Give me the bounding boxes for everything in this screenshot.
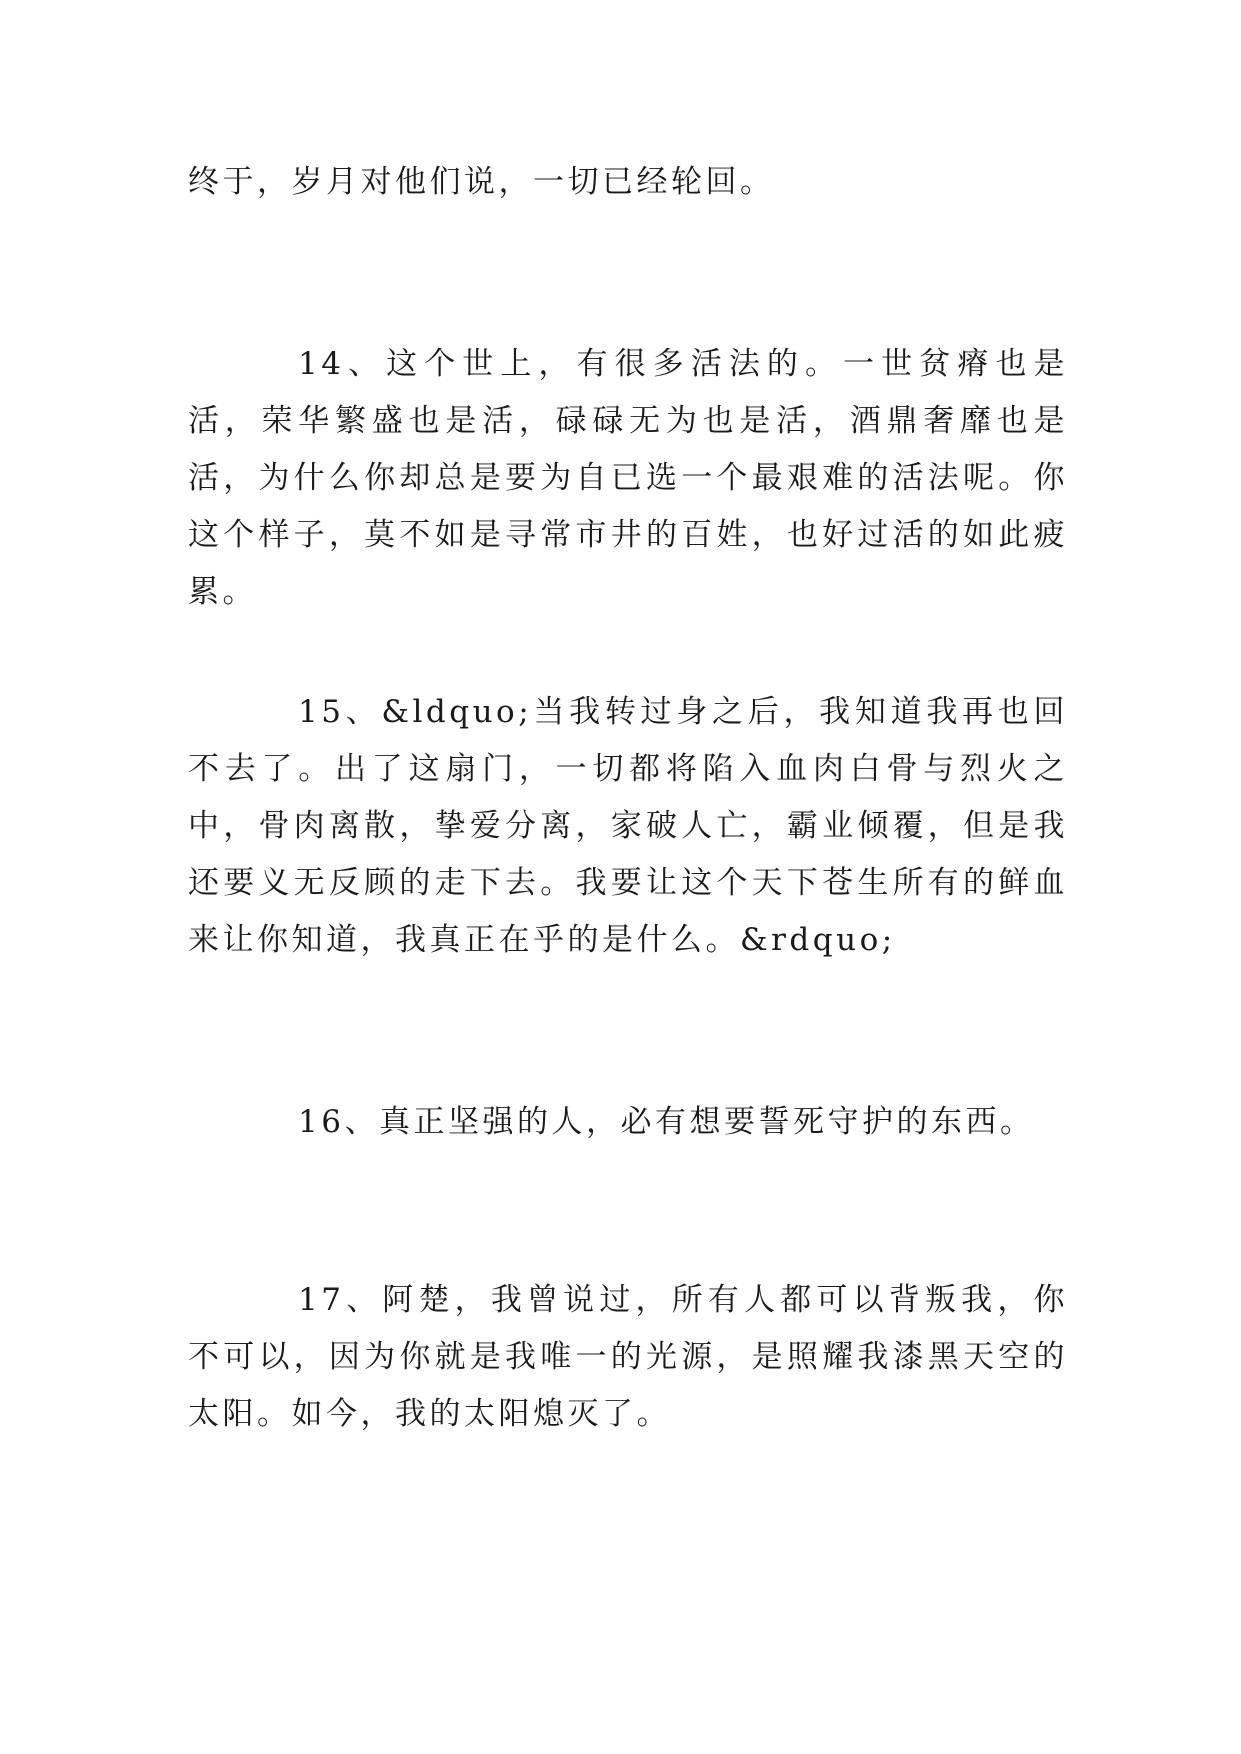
paragraph-13-ending: 终于，岁月对他们说，一切已经轮回。 xyxy=(188,164,775,200)
paragraph-17: 17、阿楚，我曾说过，所有人都可以背叛我，你不可以，因为你就是我唯一的光源，是照耀我漆黑天空的太阳。如今，我的太阳熄灭了。 xyxy=(188,1282,1068,1432)
paragraph-15: 15、&ldquo;当我转过身之后，我知道我再也回不去了。出了这扇门，一切都将陷入血肉白骨与烈火之中，骨肉离散，挚爱分离，家破人亡，霸业倾覆，但是我还要义无反顾的走下去。我要让这个天下苍生所有的鲜血来让你知道，我真正在乎的是什么。&rdquo; xyxy=(188,694,1068,958)
paragraph-16: 16、真正坚强的人，必有想要誓死守护的东西。 xyxy=(298,1104,1035,1140)
paragraph-14: 14、这个世上，有很多活法的。一世贫瘠也是活，荣华繁盛也是活，碌碌无为也是活，酒鼎奢靡也是活，为什么你却总是要为自已选一个最艰难的活法呢。你这个样子，莫不如是寻常市井的百姓，也好过活的如此疲累。 xyxy=(188,346,1068,610)
